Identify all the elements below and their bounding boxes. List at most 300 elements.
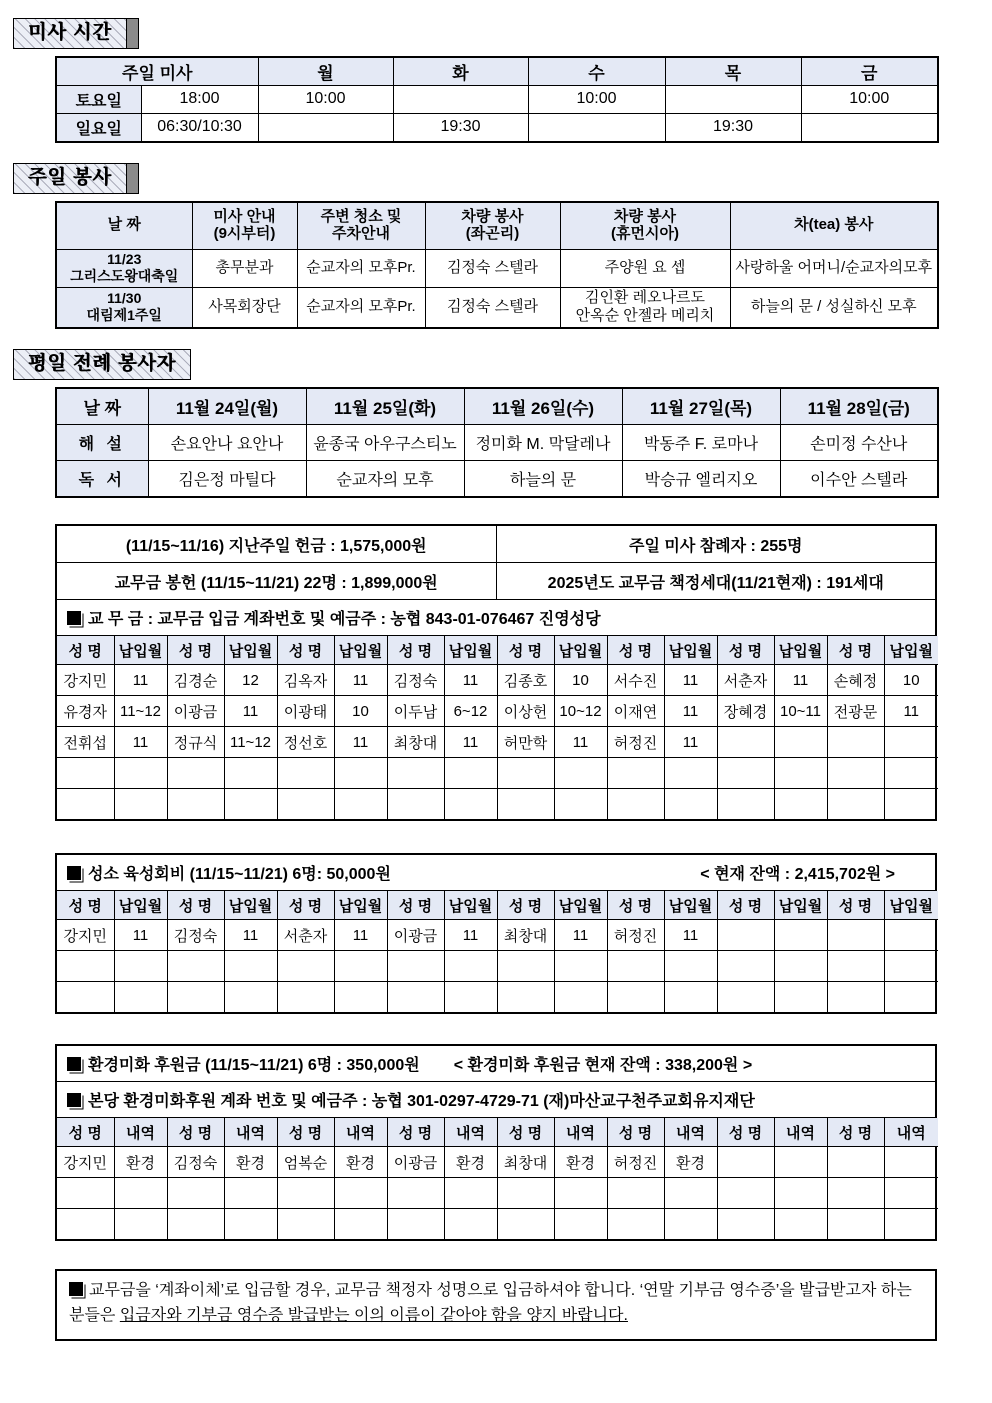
cell-name [277,951,334,982]
row-label-commentary: 해 설 [56,425,148,461]
header-detail-8: 내역 [884,1118,938,1147]
header-name-1: 성 명 [57,636,114,665]
header-month-2: 납입월 [224,891,277,920]
cell-month [774,789,827,820]
cell-month [114,982,167,1013]
cell-name [387,1178,444,1209]
cell-name: 이두남 [387,696,444,727]
cell-detail [774,1147,827,1178]
header-nov25: 11월 25일(화) [306,388,464,425]
cell-month: 10~11 [774,696,827,727]
cell-month [224,789,277,820]
table-row-header [57,636,938,665]
vocation-fund-block [55,853,937,1014]
cell-reading-nov28: 이수안 스텔라 [780,461,938,498]
mass-attendance: 주일 미사 참례자 : 255명 [629,538,803,556]
cell-name [717,758,774,789]
cell-month: 11 [884,696,938,727]
square-bullet-icon [67,1093,81,1107]
cell-sun-mon [258,113,393,142]
header-vehicle-jwagonri: 차량 봉사 (좌곤리) [425,202,560,250]
table-row [57,727,938,758]
sunday-service-table [55,201,939,330]
cell-month [554,789,607,820]
table-row [57,1147,938,1178]
cell-month [774,758,827,789]
cell-name: 최창대 [497,1147,554,1178]
cell-name: 최창대 [497,920,554,951]
cell-month [664,758,717,789]
cell-name: 허정진 [607,1147,664,1178]
table-row [56,249,938,287]
cell-detail [884,1178,938,1209]
environment-fund-block [55,1044,937,1241]
weekday-liturgy-table [55,387,939,498]
header-name-5: 성 명 [497,636,554,665]
header-nov24: 11월 24일(월) [148,388,306,425]
row-label-reading: 독 서 [56,461,148,498]
environment-fund-account-row [57,1082,935,1118]
cell-month: 11 [664,727,717,758]
cell-sat-wed: 10:00 [528,85,665,113]
cell-month [224,951,277,982]
cell-name: 최창대 [387,727,444,758]
environment-fund-balance: < 환경미화 후원금 현재 잔액 : 338,200원 > [453,1057,753,1075]
header-detail-5: 내역 [554,1118,607,1147]
cell-month: 11 [444,727,497,758]
cell-vehicle2-1130: 김인환 레오나르도 안옥순 안젤라 메리치 [560,287,730,328]
header-month-4: 납입월 [444,891,497,920]
cell-name [57,758,114,789]
cell-reading-nov25: 순교자의 모후 [306,461,464,498]
parish-dues-households: 2025년도 교무금 책정세대(11/21현재) : 191세대 [547,575,884,593]
header-date: 날 짜 [56,388,148,425]
notice-text-underlined: 입금자와 기부금 영수증 발급받는 이의 이름이 같아야 함을 양지 바랍니다. [119,1306,628,1324]
cell-detail [444,1178,497,1209]
header-name-3: 성 명 [277,636,334,665]
cell-month: 11 [334,665,387,696]
cell-name: 김정숙 [387,665,444,696]
cell-commentary-nov24: 손요안나 요안나 [148,425,306,461]
row-label-sunday: 일요일 [56,113,141,142]
cell-month [114,758,167,789]
cell-month [774,727,827,758]
cell-name: 서수진 [607,665,664,696]
cell-cleaning-1123: 순교자의 모후Pr. [297,249,425,287]
header-name-2: 성 명 [167,891,224,920]
cell-detail: 환경 [444,1147,497,1178]
table-row-header [56,388,938,425]
cell-sun-thu: 19:30 [665,113,801,142]
cell-month [444,789,497,820]
header-name-3: 성 명 [277,1118,334,1147]
cell-month: 11 [554,920,607,951]
cell-name: 김정숙 [167,920,224,951]
header-name-4: 성 명 [387,891,444,920]
header-month-1: 납입월 [114,636,167,665]
cell-name: 전휘섭 [57,727,114,758]
cell-sat-tue [393,85,528,113]
header-nov27: 11월 27일(목) [622,388,780,425]
cell-name [607,758,664,789]
cell-detail: 환경 [664,1147,717,1178]
header-month-7: 납입월 [774,636,827,665]
header-name-8: 성 명 [827,891,884,920]
cell-sun-fri [801,113,938,142]
cell-month [224,758,277,789]
header-detail-3: 내역 [334,1118,387,1147]
notice-text-part1: 교무금을 ‘계좌이체’로 입금할 경우, 교무금 책정자 성명으로 입금하셔야 합니다. ‘연말 기부금 영수증’을 발급받고자 하는 분들은 [69,1282,912,1324]
cell-name: 허정진 [607,920,664,951]
header-detail-2: 내역 [224,1118,277,1147]
cell-month [114,951,167,982]
cell-name [497,789,554,820]
header-month-6: 납입월 [664,636,717,665]
cell-name [717,727,774,758]
cell-month: 11 [444,920,497,951]
cell-name: 강지민 [57,920,114,951]
cell-name: 서춘자 [717,665,774,696]
notice-box [55,1269,937,1341]
cell-name [277,1209,334,1240]
vocation-fund-title: 성소 육성회비 (11/15~11/21) 6명: 50,000원 [88,866,391,884]
cell-detail [444,1209,497,1240]
cell-name [717,920,774,951]
cell-month [884,982,938,1013]
cell-name [57,1178,114,1209]
header-date: 날 짜 [56,202,192,250]
cell-name [277,982,334,1013]
cell-month: 11 [664,665,717,696]
header-tea-service: 차(tea) 봉사 [730,202,938,250]
cell-month [884,951,938,982]
cell-name [57,982,114,1013]
table-row [57,1209,938,1240]
cell-name [387,758,444,789]
cell-tea-1123: 사랑하울 어머니/순교자의모후 [730,249,938,287]
cell-sat-thu [665,85,801,113]
cell-name [167,951,224,982]
cell-name: 이광금 [167,696,224,727]
header-detail-1: 내역 [114,1118,167,1147]
header-mass-guide: 미사 안내 (9시부터) [192,202,297,250]
header-cleaning: 주변 청소 및 주차안내 [297,202,425,250]
cell-commentary-nov26: 정미화 M. 막달레나 [464,425,622,461]
cell-month: 12 [224,665,277,696]
section-badge-mass-time [13,18,992,49]
cell-detail [774,1209,827,1240]
cell-name [607,789,664,820]
cell-name: 손혜정 [827,665,884,696]
cell-name [827,951,884,982]
square-bullet-icon [67,866,81,880]
cell-month: 10~12 [554,696,607,727]
table-row [56,85,938,113]
header-name-6: 성 명 [607,636,664,665]
cell-month: 6~12 [444,696,497,727]
parish-dues-name-table [57,636,938,819]
badge-tab [127,18,139,49]
table-row [57,982,938,1013]
cell-name [827,1209,884,1240]
badge-tab [127,163,139,194]
cell-month: 11 [444,665,497,696]
header-sunday-mass: 주일 미사 [56,57,258,86]
account-text: 교 무 금 : 교무금 입금 계좌번호 및 예금주 : 농협 843-01-076467 진영성당 [88,611,601,629]
environment-fund-name-table [57,1118,938,1239]
cell-month: 11 [114,920,167,951]
cell-month [554,758,607,789]
cell-name [57,951,114,982]
cell-month: 10 [554,665,607,696]
header-month-4: 납입월 [444,636,497,665]
cell-month: 11 [554,727,607,758]
cell-name: 강지민 [57,665,114,696]
header-month-2: 납입월 [224,636,277,665]
header-nov28: 11월 28일(금) [780,388,938,425]
header-name-3: 성 명 [277,891,334,920]
cell-month [334,951,387,982]
table-row [57,665,938,696]
cell-name [827,758,884,789]
cell-month [554,982,607,1013]
cell-sat-mon: 10:00 [258,85,393,113]
cell-name [57,1209,114,1240]
cell-month [334,789,387,820]
header-month-5: 납입월 [554,636,607,665]
cell-name [167,789,224,820]
cell-name [497,951,554,982]
cell-month [444,758,497,789]
header-month-8: 납입월 [884,636,938,665]
cell-sat-sunday-time: 18:00 [141,85,258,113]
header-detail-6: 내역 [664,1118,717,1147]
square-bullet-icon [69,1282,83,1296]
cell-month [774,982,827,1013]
cell-name [717,789,774,820]
cell-name [827,1147,884,1178]
badge-label-mass-time: 미사 시간 [13,18,127,49]
table-row [56,425,938,461]
cell-name [827,727,884,758]
cell-name [167,758,224,789]
cell-name [497,1209,554,1240]
vocation-fund-title-row [57,855,935,891]
cell-detail [114,1209,167,1240]
header-detail-7: 내역 [774,1118,827,1147]
cell-vehicle1-1130: 김정숙 스텔라 [425,287,560,328]
table-row [57,758,938,789]
cell-detail [664,1209,717,1240]
environment-account-text: 본당 환경미화후원 계좌 번호 및 예금주 : 농협 301-0297-4729-71 (재)마산교구천주교회유지재단 [88,1093,755,1111]
header-fri: 금 [801,57,938,86]
header-name-2: 성 명 [167,636,224,665]
cell-name [717,1209,774,1240]
cell-reading-nov26: 하늘의 문 [464,461,622,498]
cell-detail [884,1209,938,1240]
cell-name: 김옥자 [277,665,334,696]
cell-detail [334,1209,387,1240]
cell-name: 이재연 [607,696,664,727]
cell-guide-1123: 총무분과 [192,249,297,287]
cell-month [334,758,387,789]
section-badge-weekday-liturgy [13,349,992,380]
cell-detail [554,1209,607,1240]
cell-reading-nov24: 김은정 마틸다 [148,461,306,498]
parish-dues-offering: 교무금 봉헌 (11/15~11/21) 22명 : 1,899,000원 [57,563,497,599]
cell-name: 유경자 [57,696,114,727]
table-row [57,951,938,982]
cell-name: 서춘자 [277,920,334,951]
cell-name [277,1178,334,1209]
header-name-6: 성 명 [607,891,664,920]
cell-vehicle2-1123: 주양원 요 셉 [560,249,730,287]
cell-month: 11~12 [224,727,277,758]
header-detail-4: 내역 [444,1118,497,1147]
cell-name [387,951,444,982]
cell-month: 11 [664,696,717,727]
cell-month [884,789,938,820]
cell-month [884,727,938,758]
header-name-5: 성 명 [497,891,554,920]
cell-month: 10 [334,696,387,727]
cell-sat-fri: 10:00 [801,85,938,113]
cell-name [717,1178,774,1209]
cell-month [774,951,827,982]
cell-month [114,789,167,820]
cell-name [497,1178,554,1209]
cell-name: 정선호 [277,727,334,758]
header-name-4: 성 명 [387,1118,444,1147]
cell-month [774,920,827,951]
header-nov26: 11월 26일(수) [464,388,622,425]
cell-month: 11~12 [114,696,167,727]
cell-date-1123: 11/23 그리스도왕대축일 [56,249,192,287]
cell-sun-sunday-time: 06:30/10:30 [141,113,258,142]
cell-month [554,951,607,982]
cell-tea-1130: 하늘의 문 / 성실하신 모후 [730,287,938,328]
cell-name [607,1178,664,1209]
cell-detail [554,1178,607,1209]
cell-detail: 환경 [334,1147,387,1178]
cell-name: 김종호 [497,665,554,696]
header-name-1: 성 명 [57,891,114,920]
cell-name [57,789,114,820]
header-month-5: 납입월 [554,891,607,920]
cell-detail [114,1178,167,1209]
vocation-fund-balance: < 현재 잔액 : 2,415,702원 > [700,866,895,884]
header-mon: 월 [258,57,393,86]
header-name-8: 성 명 [827,636,884,665]
cell-name [167,982,224,1013]
cell-name: 허만학 [497,727,554,758]
square-bullet-icon [67,611,81,625]
cell-name [387,1209,444,1240]
header-name-7: 성 명 [717,636,774,665]
cell-month [884,920,938,951]
cell-month [664,951,717,982]
cell-guide-1130: 사목회장단 [192,287,297,328]
cell-name [497,982,554,1013]
header-name-5: 성 명 [497,1118,554,1147]
header-month-1: 납입월 [114,891,167,920]
table-row-header [57,1118,938,1147]
cell-month [444,951,497,982]
cell-month: 11 [334,727,387,758]
cell-name: 강지민 [57,1147,114,1178]
header-name-8: 성 명 [827,1118,884,1147]
cell-month: 10 [884,665,938,696]
cell-commentary-nov27: 박동주 F. 로마나 [622,425,780,461]
header-month-8: 납입월 [884,891,938,920]
header-month-3: 납입월 [334,891,387,920]
cell-name: 이광금 [387,920,444,951]
header-name-7: 성 명 [717,1118,774,1147]
cell-name [827,982,884,1013]
header-thu: 목 [665,57,801,86]
table-row-header [56,202,938,250]
cell-month: 11 [114,665,167,696]
cell-name [607,1209,664,1240]
cell-sun-wed [528,113,665,142]
header-month-7: 납입월 [774,891,827,920]
cell-name [717,1147,774,1178]
cell-vehicle1-1123: 김정숙 스텔라 [425,249,560,287]
cell-month: 11 [114,727,167,758]
environment-fund-title: 환경미화 후원금 (11/15~11/21) 6명 : 350,000원 [88,1057,420,1075]
header-name-2: 성 명 [167,1118,224,1147]
badge-label-sunday-service: 주일 봉사 [13,163,127,194]
cell-name [167,1209,224,1240]
table-row-header [56,57,938,86]
cell-month: 11 [224,920,277,951]
cell-name [827,1178,884,1209]
header-name-7: 성 명 [717,891,774,920]
cell-month: 11 [334,920,387,951]
cell-month: 11 [774,665,827,696]
parish-dues-account-line [57,600,935,636]
cell-detail [224,1178,277,1209]
cell-month [444,982,497,1013]
cell-name [277,789,334,820]
cell-month: 11 [224,696,277,727]
cell-commentary-nov25: 윤종국 아우구스티노 [306,425,464,461]
cell-name [277,758,334,789]
cell-detail [334,1178,387,1209]
cell-name: 전광문 [827,696,884,727]
cell-month [664,789,717,820]
row-label-saturday: 토요일 [56,85,141,113]
header-name-4: 성 명 [387,636,444,665]
cell-commentary-nov28: 손미정 수산나 [780,425,938,461]
offering-summary-row-2 [57,563,935,600]
cell-name: 이광금 [387,1147,444,1178]
table-row [56,461,938,498]
cell-name: 이광태 [277,696,334,727]
header-name-1: 성 명 [57,1118,114,1147]
cell-name [827,789,884,820]
cell-name [387,789,444,820]
cell-name [827,920,884,951]
table-row-header [57,891,938,920]
table-row [57,1178,938,1209]
cell-detail: 환경 [224,1147,277,1178]
square-bullet-icon [67,1057,81,1071]
header-month-6: 납입월 [664,891,717,920]
badge-label-weekday-liturgy: 평일 전례 봉사자 [13,349,191,380]
header-name-6: 성 명 [607,1118,664,1147]
header-tue: 화 [393,57,528,86]
